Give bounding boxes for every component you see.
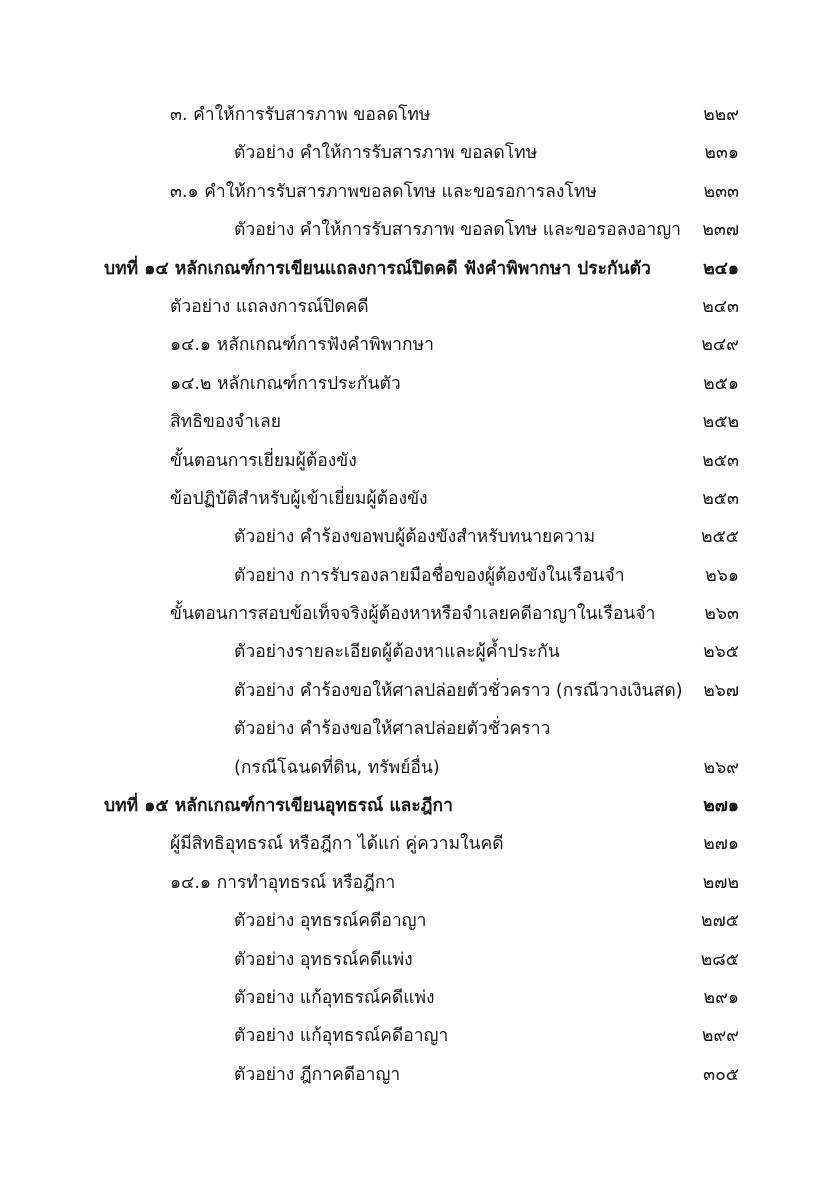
- table-of-contents: [0, 94, 829, 1092]
- toc-page-number: ๒๔๑: [703, 258, 739, 279]
- toc-row: [0, 363, 829, 401]
- toc-entry-title: ผู้มีสิทธิอุทธรณ์ หรือฎีกา ได้แก่ คู่ความในคดี: [170, 834, 504, 855]
- toc-page-number: ๒๙๙: [701, 1026, 739, 1047]
- toc-row: [0, 900, 829, 938]
- toc-row: [0, 977, 829, 1015]
- toc-entry-title: ๓.๑ คำให้การรับสารภาพขอลดโทษ และขอรอการลงโทษ: [170, 181, 597, 202]
- toc-page-number: ๒๕๓: [702, 488, 739, 509]
- toc-entry-title: ขั้นตอนการสอบข้อเท็จจริงผู้ต้องหาหรือจำเลยคดีอาญาในเรือนจำ: [170, 604, 656, 625]
- toc-entry-title: บทที่ ๑๔ หลักเกณฑ์การเขียนแถลงการณ์ปิดคดี ฟังคำพิพากษา ประกันตัว: [104, 258, 651, 279]
- toc-row: [0, 1015, 829, 1053]
- toc-page-number: ๒๙๑: [703, 987, 739, 1008]
- toc-page-number: ๒๓๗: [702, 220, 739, 241]
- toc-row: [0, 593, 829, 631]
- toc-row: [0, 747, 829, 785]
- toc-entry-title: สิทธิของจำเลย: [170, 412, 281, 433]
- toc-page-number: ๒๔๙: [701, 335, 739, 356]
- toc-entry-title: ๑๔.๑ หลักเกณฑ์การฟังคำพิพากษา: [170, 335, 434, 356]
- toc-entry-title: ตัวอย่าง แก้อุทธรณ์คดีอาญา: [234, 1026, 449, 1047]
- toc-page-number: ๒๓๓: [703, 181, 739, 202]
- toc-page-number: ๒๒๙: [703, 105, 739, 125]
- toc-row: [0, 209, 829, 247]
- toc-page-number: ๒๕๓: [702, 450, 739, 471]
- toc-row: [0, 1054, 829, 1092]
- toc-row: [0, 670, 829, 708]
- toc-entry-title: (กรณีโฉนดที่ดิน, ทรัพย์อื่น): [234, 757, 440, 778]
- toc-entry-title: ตัวอย่างรายละเอียดผู้ต้องหาและผู้ค้ำประกัน: [234, 642, 560, 663]
- toc-row: [0, 862, 829, 900]
- toc-entry-title: ตัวอย่าง การรับรองลายมือชื่อของผู้ต้องขังในเรือนจำ: [234, 565, 625, 586]
- toc-entry-title: ตัวอย่าง อุทธรณ์คดีแพ่ง: [234, 949, 413, 970]
- toc-entry-title: ตัวอย่าง คำร้องขอให้ศาลปล่อยตัวชั่วคราว (กรณีวางเงินสด): [234, 680, 683, 701]
- toc-page-number: ๒๗๕: [701, 911, 739, 932]
- toc-page-number: ๒๖๕: [703, 642, 739, 663]
- toc-entry-title: บทที่ ๑๕ หลักเกณฑ์การเขียนอุทธรณ์ และฎีกา: [104, 796, 453, 817]
- toc-entry-title: ๑๔.๑ การทำอุทธรณ์ หรือฎีกา: [170, 872, 396, 893]
- toc-page-number: ๒๖๗: [703, 680, 739, 701]
- toc-entry-title: ข้อปฏิบัติสำหรับผู้เข้าเยี่ยมผู้ต้องขัง: [170, 488, 428, 509]
- toc-entry-title: ตัวอย่าง แก้อุทธรณ์คดีแพ่ง: [234, 987, 435, 1008]
- toc-entry-title: ขั้นตอนการเยี่ยมผู้ต้องขัง: [170, 450, 357, 471]
- toc-entry-title: ตัวอย่าง ฎีกาคดีอาญา: [234, 1064, 401, 1085]
- toc-page-number: ๒๘๕: [700, 949, 739, 970]
- toc-page-number: ๓๐๕: [703, 1064, 739, 1085]
- toc-row: [0, 555, 829, 593]
- toc-entry-title: ตัวอย่าง คำให้การรับสารภาพ ขอลดโทษ และขอรอลงอาญา: [234, 220, 681, 241]
- toc-row: [0, 516, 829, 554]
- toc-row: [0, 401, 829, 439]
- toc-entry-title: ตัวอย่าง อุทธรณ์คดีอาญา: [234, 911, 427, 932]
- toc-row: [0, 286, 829, 324]
- toc-row: [0, 823, 829, 861]
- toc-page-number: ๒๖๓: [704, 604, 739, 625]
- toc-entry-title: ๓. คำให้การรับสารภาพ ขอลดโทษ: [170, 105, 431, 125]
- toc-page-number: ๒๔๓: [702, 296, 739, 317]
- toc-page-number: ๒๖๑: [705, 565, 739, 586]
- toc-entry-title: ๑๔.๒ หลักเกณฑ์การประกันตัว: [170, 373, 401, 394]
- toc-entry-title: ตัวอย่าง คำร้องขอพบผู้ต้องขังสำหรับทนายความ: [234, 527, 596, 548]
- toc-page-number: ๒๗๑: [703, 796, 739, 817]
- toc-page-number: ๒๕๒: [702, 412, 739, 433]
- toc-entry-title: ตัวอย่าง แถลงการณ์ปิดคดี: [170, 296, 369, 317]
- toc-row: [0, 708, 829, 746]
- toc-row: [0, 631, 829, 669]
- toc-row: [0, 132, 829, 170]
- toc-page-number: ๒๕๕: [700, 527, 739, 548]
- toc-row: [0, 939, 829, 977]
- toc-row: [0, 324, 829, 362]
- toc-row: [0, 248, 829, 286]
- toc-page-number: ๒๕๑: [703, 373, 739, 394]
- toc-page-number: ๒๗๑: [703, 834, 739, 855]
- toc-entry-title: ตัวอย่าง คำให้การรับสารภาพ ขอลดโทษ: [234, 143, 538, 164]
- toc-row: [0, 440, 829, 478]
- toc-row: [0, 171, 829, 209]
- toc-row: [0, 785, 829, 823]
- toc-row: [0, 94, 829, 132]
- toc-entry-title: ตัวอย่าง คำร้องขอให้ศาลปล่อยตัวชั่วคราว: [234, 719, 551, 740]
- toc-row: [0, 478, 829, 516]
- toc-page-number: ๒๗๒: [702, 872, 739, 893]
- toc-page-number: ๒๖๙: [703, 757, 739, 778]
- toc-page-number: ๒๓๑: [704, 143, 739, 164]
